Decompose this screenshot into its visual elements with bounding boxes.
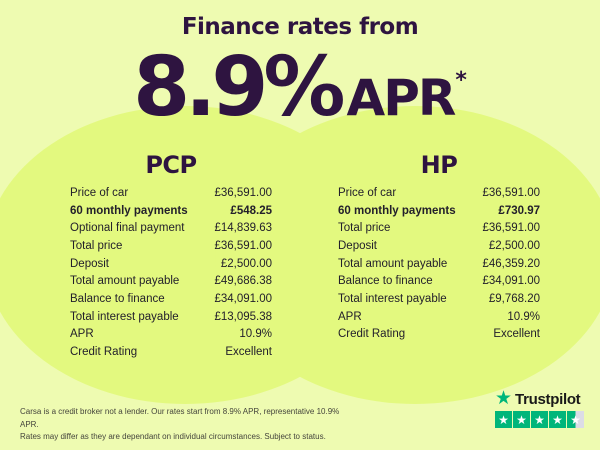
table-row — [70, 343, 272, 361]
table-row — [338, 290, 540, 308]
rate-footnote-marker: * — [455, 68, 467, 93]
row-label: Total amount payable — [338, 257, 448, 270]
row-value: £36,591.00 — [482, 222, 540, 235]
table-row — [70, 219, 272, 237]
row-label: Total price — [338, 222, 391, 235]
row-label: Balance to finance — [70, 292, 165, 305]
table-row — [70, 290, 272, 308]
row-value: £49,686.38 — [214, 275, 272, 288]
hp-table — [338, 152, 540, 343]
row-value: £36,591.00 — [214, 239, 272, 252]
table-row — [70, 326, 272, 344]
pcp-title: PCP — [145, 151, 197, 179]
disclaimer-line-2: Rates may differ as they are dependant on individual circumstances. Subject to status. — [20, 432, 326, 441]
row-value: £2,500.00 — [488, 239, 540, 252]
row-value: £34,091.00 — [482, 275, 540, 288]
row-value: 10.9% — [239, 328, 272, 341]
row-value: £46,359.20 — [482, 257, 540, 270]
table-row — [338, 184, 540, 202]
row-value: £36,591.00 — [482, 186, 540, 199]
row-value: £34,091.00 — [214, 292, 272, 305]
table-row — [338, 237, 540, 255]
rate-unit: APR — [346, 69, 455, 127]
row-label: 60 monthly payments — [338, 204, 456, 217]
table-row — [70, 255, 272, 273]
row-label: Credit Rating — [338, 328, 406, 341]
pcp-table — [70, 152, 272, 361]
disclaimer — [20, 406, 350, 444]
row-label: Price of car — [70, 186, 129, 199]
row-value: £9,768.20 — [488, 292, 540, 305]
table-row — [338, 255, 540, 273]
table-row — [338, 219, 540, 237]
row-label: APR — [70, 328, 94, 341]
row-value: £36,591.00 — [214, 186, 272, 199]
row-label: Total amount payable — [70, 275, 180, 288]
table-row — [70, 272, 272, 290]
row-label: Credit Rating — [70, 346, 138, 359]
disclaimer-line-1: Carsa is a credit broker not a lender. Our rates start from 8.9% APR, representative 10.9% APR. — [20, 407, 340, 429]
row-value: £730.97 — [498, 204, 540, 217]
table-row — [70, 184, 272, 202]
row-label: Balance to finance — [338, 275, 433, 288]
rating-star-icon: ★ — [495, 411, 512, 428]
trustpilot-rating-stars — [495, 411, 591, 428]
table-row — [70, 237, 272, 255]
trustpilot-brand-name: Trustpilot — [515, 390, 581, 408]
row-label: Total price — [70, 239, 123, 252]
table-row — [338, 308, 540, 326]
row-label: Price of car — [338, 186, 397, 199]
row-value: £2,500.00 — [220, 257, 272, 270]
row-label: APR — [338, 310, 362, 323]
row-label: Optional final payment — [70, 222, 185, 235]
hp-title: HP — [420, 151, 458, 179]
table-row — [70, 202, 272, 220]
trustpilot-star-icon: ★ — [495, 388, 513, 409]
trustpilot-badge — [495, 390, 591, 428]
table-row — [338, 326, 540, 344]
trustpilot-logo — [495, 390, 591, 408]
page-title: Finance rates from — [181, 14, 419, 40]
row-label: Total interest payable — [338, 292, 447, 305]
row-label: Deposit — [338, 239, 377, 252]
rate-value: 8.9% — [133, 40, 341, 135]
rating-star-half-icon: ★ — [567, 411, 584, 428]
rating-star-icon: ★ — [531, 411, 548, 428]
row-value: 10.9% — [507, 310, 540, 323]
row-value: Excellent — [225, 346, 272, 359]
row-value: Excellent — [493, 328, 540, 341]
row-label: 60 monthly payments — [70, 204, 188, 217]
row-value: £13,095.38 — [214, 310, 272, 323]
rating-star-icon: ★ — [549, 411, 566, 428]
row-value: £548.25 — [230, 204, 272, 217]
row-label: Total interest payable — [70, 310, 179, 323]
table-row — [338, 272, 540, 290]
row-label: Deposit — [70, 257, 109, 270]
rating-star-icon: ★ — [513, 411, 530, 428]
headline-rate — [0, 40, 600, 135]
row-value: £14,839.63 — [214, 222, 272, 235]
table-row — [70, 308, 272, 326]
table-row — [338, 202, 540, 220]
